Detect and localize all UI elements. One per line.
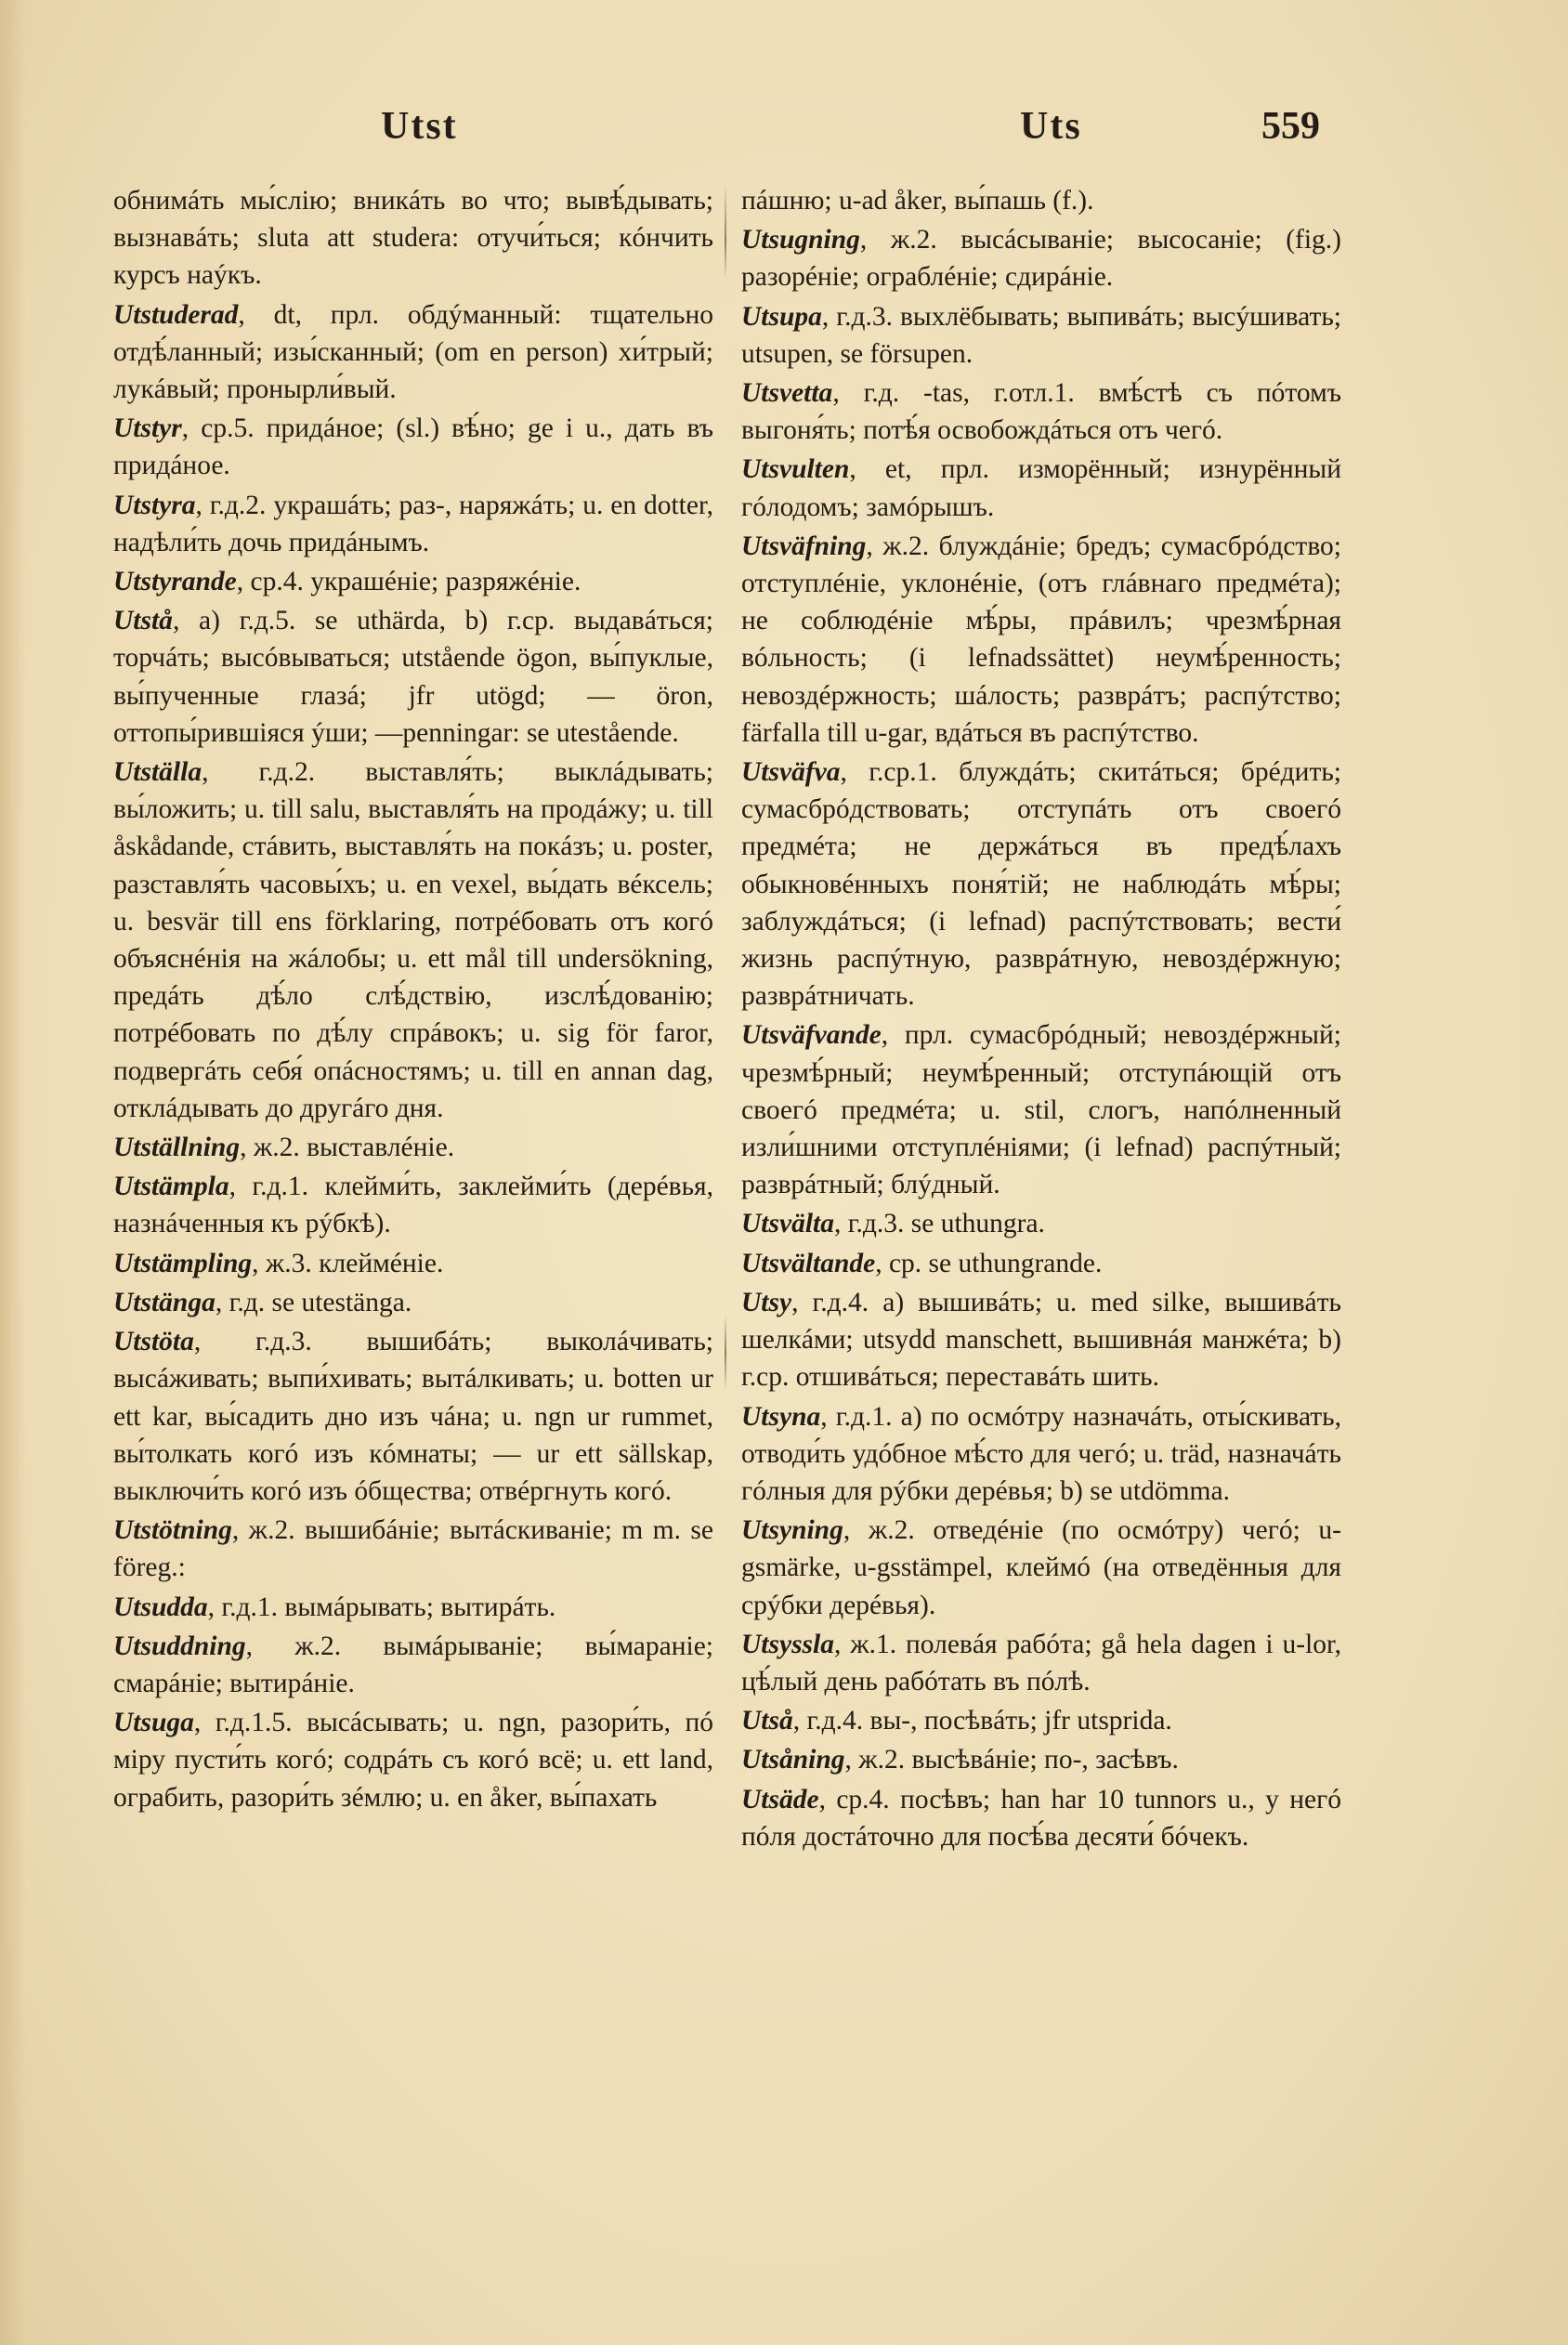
dictionary-entry: Utsväfning, ж.2. блуждáніе; бредъ; сумасбрóдство; отступлéніе, уклонéніе, (отъ глáвнаго предмéта); не соблюдéніе мѣ́ры, прáвилъ; чрезмѣ́рная вóльность; (i lefnadssättet) неумѣ́ренность; невоздéржность; шáлость; разврáтъ; распýтство; färfalla till u-gar, вдáться въ распýтство.: [741, 531, 1341, 748]
dictionary-entry: Utstötning, ж.2. вышибáніе; вытáскиваніе; m m. se föreg.:: [113, 1515, 713, 1583]
dictionary-entry: Utstuderad, dt, прл. обдýманный: тщательно отдѣ́ланный; изы́сканный; (om en person) хи́трый; лукáвый; пронырли́вый.: [113, 299, 713, 405]
right-column: [741, 182, 1341, 1857]
dictionary-entry: Utsåning, ж.2. высѣвáніе; по-, засѣвъ.: [741, 1745, 1179, 1775]
dictionary-entry: Utsvälta, г.д.3. se uthungra.: [741, 1209, 1045, 1239]
dictionary-entry: Utsy, г.д.4. a) вышивáть; u. med silke, вышивáть шелкáми; utsydd manschett, вышивнáя манжéта; b) г.ср. отшивáться; переставáть шить.: [741, 1287, 1341, 1393]
headword: Utstyra: [113, 490, 196, 520]
headword: Utstämpling: [113, 1248, 253, 1278]
headword: Utsyna: [741, 1401, 821, 1432]
dictionary-entry: Utsudda, г.д.1. вымáрывать; вытирáть.: [113, 1592, 556, 1622]
headword: Utsväfva: [741, 757, 841, 788]
headword: Utstämpla: [113, 1172, 229, 1202]
headword: Utstänga: [113, 1287, 216, 1317]
dictionary-entry: Utsvetta, г.д. -tas, г.отл.1. вмѣ́стѣ съ пóтомъ выгоня́ть; потѣ́я освобождáться отъ чегó.: [741, 378, 1341, 446]
headword: Utsyssla: [741, 1629, 834, 1659]
dictionary-entry: Utställning, ж.2. выставлéніе.: [113, 1133, 455, 1163]
dictionary-entry: Utsvältande, ср. se uthungrande.: [741, 1248, 1103, 1278]
headword: Utsväfvande: [741, 1020, 882, 1051]
dictionary-entry: Utsvulten, et, прл. изморённый; изнурённый гóлодомъ; замóрышъ.: [741, 454, 1341, 522]
dictionary-entry: Utstänga, г.д. se utestänga.: [113, 1287, 412, 1317]
dictionary-entry: Utsyssla, ж.1. полевáя рабóта; gå hela dagen i u-lor, цѣ́лый день рабóтать въ пóлѣ.: [741, 1629, 1341, 1697]
headword: Utsudda: [113, 1592, 208, 1622]
headword: Utstyrande: [113, 567, 237, 597]
headword: Utsäde: [741, 1784, 819, 1814]
headword: Utställa: [113, 757, 203, 788]
dictionary-entry: Utstyra, г.д.2. украшáть; раз-, наряжáть; u. en dotter, надѣли́ть дочь придáнымъ.: [113, 490, 713, 557]
headword: Utsuddning: [113, 1631, 246, 1661]
running-head-right: Uts: [1020, 105, 1082, 148]
dictionary-entry: Utsyning, ж.2. отведéніе (по осмóтру) чегó; u-gsmärke, u-gsstämpel, клеймó (на отведённыя для срýбки дерéвья).: [741, 1515, 1341, 1620]
dictionary-entry: Utsväfvande, прл. сумасбрóдный; невоздéржный; чрезмѣ́рный; неумѣ́ренный; отступáющій отъ своегó предмéта; u. stil, слогъ, напóлненный изли́шними отступлéніями; (i lefnad) распýтный; разврáтный; блýдный.: [741, 1020, 1341, 1200]
dictionary-entry: Utsäde, ср.4. посѣвъ; han har 10 tunnors u., у негó пóля достáточно для посѣ́ва десяти́ бóчекъ.: [741, 1784, 1341, 1852]
dictionary-entry: Utställa, г.д.2. выставля́ть; выклáдывать; вы́ложить; u. till salu, выставля́ть на продáжу; u. till åskådande, стáвить, выставля́ть на покáзъ; u. poster, разставля́ть часовы́хъ; u. en vexel, вы́дать вéксель; u. besvär till ens förklaring, потрéбовать отъ когó объяснéнія на жáлобы; u. ett mål till undersökning, предáть дѣ́ло слѣ́дствію, изслѣ́дованію; потрéбовать по дѣ́лу спрáвокъ; u. sig för faror, подвергáть себя́ опáсностямъ; u. till en annan dag, отклáдывать до другáго дня.: [113, 757, 713, 1123]
dictionary-entry: Utstyr, ср.5. придáное; (sl.) вѣ́но; ge i u., дать въ придáное.: [113, 413, 713, 481]
dictionary-entry: пáшню; u-ad åker, вы́пашь (f.).: [741, 186, 1094, 216]
dictionary-entry: Utsyna, г.д.1. a) по осмóтру назначáть, оты́скивать, отводи́ть удóбное мѣ́сто для чегó; u. träd, назначáть гóлныя для рýбки дерéвья; b) se utdömma.: [741, 1401, 1341, 1506]
headword: Utsåning: [741, 1745, 845, 1775]
headword: Utsyning: [741, 1515, 843, 1546]
dictionary-entry: обнимáть мы́слію; вникáть во что; вывѣ́дывать; вызнавáть; sluta att studera: отучи́ться; кóнчить курсъ наýкъ.: [113, 186, 713, 291]
dictionary-entry: Utsväfva, г.ср.1. блуждáть; скитáться; брéдить; сумасбрóдствовать; отступáть отъ своегó предмéта; не держáться въ предѣ́лахъ обыкновéнныхъ поня́тій; не наблюдáть мѣ́ры; заблуждáться; (i lefnad) распýтствовать; вести́ жизнь распýтную, разврáтную, невоздéржную; разврáтничать.: [741, 757, 1341, 1012]
dictionary-entry: Utstå, a) г.д.5. se uthärda, b) г.ср. выдавáться; торчáть; высóвываться; utstående ögon, вы́пуклые, вы́пученные глазá; jfr utögd; — öron, оттопы́рившіяся ýши; —penningar: se utestående.: [113, 606, 713, 748]
headword: Utsuga: [113, 1708, 194, 1738]
headword: Utstötning: [113, 1515, 232, 1546]
headword: Utsvältande: [741, 1248, 876, 1278]
headword: Utstyr: [113, 413, 182, 444]
running-head-left: Utst: [381, 105, 458, 148]
left-column: [113, 182, 713, 1818]
dictionary-entry: Utstyrande, ср.4. украшéніе; разряжéніе.: [113, 567, 581, 597]
column-rule: [725, 182, 726, 2133]
page-edge: [0, 0, 26, 2345]
dictionary-entry: Utsupa, г.д.3. выхлёбывать; выпивáть; высýшивать; utsupen, se försupen.: [741, 301, 1341, 369]
headword: Utsy: [741, 1287, 792, 1317]
dictionary-entry: Utsuddning, ж.2. вымáрываніе; вы́мараніе; смарáніе; вытирáніе.: [113, 1631, 713, 1698]
dictionary-entry: Utstämpla, г.д.1. клейми́ть, заклейми́ть (дерéвья, назнáченныя къ рýбкѣ).: [113, 1172, 713, 1239]
dictionary-entry: Utsuga, г.д.1.5. высáсывать; u. ngn, разори́ть, пó міру пусти́ть когó; содрáть съ когó всё; u. ett land, ограбить, разори́ть зéмлю; u. en åker, вы́пахать: [113, 1708, 713, 1813]
headword: Utsvulten: [741, 454, 850, 485]
dictionary-entry: Utstöta, г.д.3. вышибáть; выколáчивать; выcáживать; выпи́хивать; вытáлкивать; u. botten ur ett kar, вы́садить дно изъ чáна; u. ngn ur rummet, вы́толкать когó изъ кóмнаты; — ur ett sällskap, выключи́ть когó изъ óбщества; отвéргнуть когó.: [113, 1327, 713, 1506]
headword: Utså: [741, 1706, 793, 1736]
dictionary-entry: Utså, г.д.4. вы-, посѣвáть; jfr utsprida.: [741, 1706, 1172, 1736]
headword: Utstöta: [113, 1327, 194, 1357]
headword: Utställning: [113, 1133, 241, 1163]
headword: Utsugning: [741, 225, 860, 255]
dictionary-entry: Utsugning, ж.2. высáсываніе; высосаніе; (fig.) разорéніе; ограблéніе; сдирáніе.: [741, 225, 1341, 293]
headword: Utstå: [113, 606, 173, 636]
headword: Utstuderad: [113, 299, 239, 330]
headword: Utsvetta: [741, 378, 833, 409]
page-number: 559: [1261, 105, 1320, 148]
headword: Utsvälta: [741, 1209, 834, 1239]
dictionary-entry: Utstämpling, ж.3. клеймéніе.: [113, 1248, 444, 1278]
headword: Utsupa: [741, 301, 822, 332]
headword: Utsväfning: [741, 531, 867, 561]
